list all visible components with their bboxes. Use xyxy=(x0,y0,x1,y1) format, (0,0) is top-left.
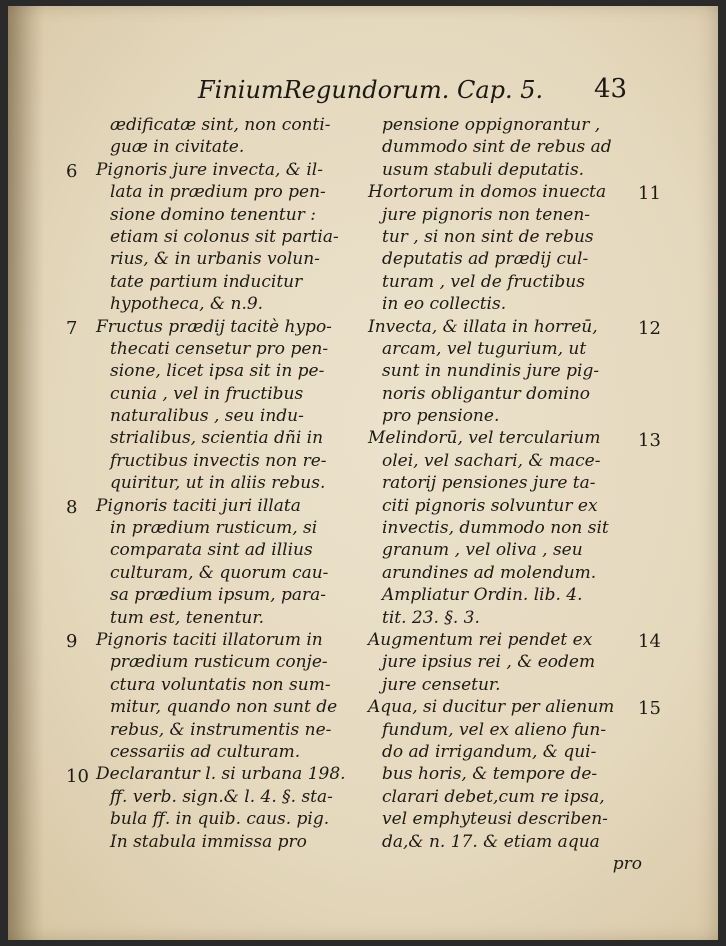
text-line: naturalibus , seu indu- xyxy=(110,406,304,427)
text-line: da,& n. 17. & etiam aqua xyxy=(382,831,600,852)
entry-first-line: Invecta, & illata in horreū, xyxy=(368,316,598,337)
text-line: jure ipsius rei , & eodem xyxy=(382,652,596,673)
text-line: bula ff. in quib. caus. pig. xyxy=(110,809,330,830)
text-line: fructibus invectis non re- xyxy=(110,450,327,471)
text-line: pro pensione. xyxy=(382,406,500,427)
entry-number: 7 xyxy=(66,317,78,339)
entry-number: 13 xyxy=(638,429,661,451)
page-header xyxy=(8,72,718,112)
text-line: Ampliatur Ordin. lib. 4. xyxy=(382,585,583,606)
text-line: tum est, tenentur. xyxy=(110,607,265,628)
entry-first-line: Pignoris taciti juri illata xyxy=(96,495,301,516)
entry-first-line: Hortorum in domos inuecta xyxy=(368,182,607,203)
text-line: etiam si colonus sit partia- xyxy=(110,226,339,247)
text-line: sa prædium ipsum, para- xyxy=(110,585,326,606)
entry-first-line: Melindorū, vel tercularium xyxy=(368,428,601,449)
text-line: usum stabuli deputatis. xyxy=(382,159,585,180)
entry-number: 14 xyxy=(638,631,661,653)
text-line: noris obligantur domino xyxy=(382,383,591,404)
page-gutter-shadow xyxy=(8,6,44,940)
text-line: tur , si non sint de rebus xyxy=(382,226,594,247)
text-line: prædium rusticum conje- xyxy=(110,652,328,673)
text-line: sione domino tenentur : xyxy=(110,204,316,225)
text-line: rebus, & instrumentis ne- xyxy=(110,719,332,740)
text-line: sione, licet ipsa sit in pe- xyxy=(110,361,325,382)
text-line: citi pignoris solvuntur ex xyxy=(382,495,598,516)
running-title: FiniumRegundorum. Cap. 5. xyxy=(198,76,544,104)
entry-number: 12 xyxy=(638,317,661,339)
catchword: pro xyxy=(612,853,642,874)
text-line: jure censetur. xyxy=(382,674,501,695)
entry-number: 9 xyxy=(66,631,78,653)
text-line: ædificatæ sint, non conti- xyxy=(110,115,331,135)
entry-first-line: Fructus prædij tacitè hypo- xyxy=(96,316,332,337)
text-line: olei, vel sachari, & mace- xyxy=(382,450,601,471)
text-line: tit. 23. §. 3. xyxy=(382,607,480,628)
text-line: do ad irrigandum, & qui- xyxy=(382,741,597,762)
entry-number: 6 xyxy=(66,160,78,182)
entry-first-line: Pignoris jure invecta, & il- xyxy=(96,159,323,180)
text-line: quiritur, ut in aliis rebus. xyxy=(110,473,326,494)
right-column xyxy=(368,114,642,875)
text-line: hypotheca, & n.9. xyxy=(110,294,264,315)
text-line: tate partium inducitur xyxy=(110,271,303,292)
text-line: jure pignoris non tenen- xyxy=(382,204,591,225)
text-line: sunt in nundinis jure pig- xyxy=(382,361,600,382)
text-line: pensione oppignorantur , xyxy=(382,115,601,135)
text-line: dummodo sint de rebus ad xyxy=(382,137,612,158)
entry-number: 15 xyxy=(638,698,661,720)
text-line: cessariis ad culturam. xyxy=(110,741,301,762)
text-line: arcam, vel tugurium, ut xyxy=(382,338,587,359)
text-line: lata in prædium pro pen- xyxy=(110,182,326,203)
text-line: ctura voluntatis non sum- xyxy=(110,674,331,695)
text-line: In stabula immissa pro xyxy=(110,831,307,852)
text-line: arundines ad molendum. xyxy=(382,562,597,583)
text-line: mitur, quando non sunt de xyxy=(110,697,338,718)
text-line: cunia , vel in fructibus xyxy=(110,383,304,404)
text-line: deputatis ad prædij cul- xyxy=(382,249,589,270)
text-line: turam , vel de fructibus xyxy=(382,271,585,292)
text-line: comparata sint ad illius xyxy=(110,540,313,561)
text-line: in prædium rusticum, si xyxy=(110,518,318,539)
entry-number: 10 xyxy=(66,765,89,787)
text-line: strialibus, scientia dñi in xyxy=(110,428,324,449)
left-column xyxy=(96,114,376,853)
text-line: in eo collectis. xyxy=(382,294,507,315)
text-line: bus horis, & tempore de- xyxy=(382,764,598,785)
page-number: 43 xyxy=(594,74,628,104)
entry-first-line: Pignoris taciti illatorum in xyxy=(96,629,323,650)
text-line: ratorij pensiones jure ta- xyxy=(382,473,596,494)
book-page xyxy=(8,6,718,940)
text-line: clarari debet,cum re ipsa, xyxy=(382,786,605,807)
text-line: culturam, & quorum cau- xyxy=(110,562,329,583)
text-line: ff. verb. sign.& l. 4. §. sta- xyxy=(110,786,333,807)
entry-number: 8 xyxy=(66,496,78,518)
text-line: rius, & in urbanis volun- xyxy=(110,249,320,270)
entry-number: 11 xyxy=(638,183,661,205)
text-line: vel emphyteusi describen- xyxy=(382,809,608,830)
text-line: fundum, vel ex alieno fun- xyxy=(382,719,607,740)
text-line: thecati censetur pro pen- xyxy=(110,338,329,359)
text-line: guæ in civitate. xyxy=(110,137,245,158)
text-line: invectis, dummodo non sit xyxy=(382,518,609,539)
entry-first-line: Augmentum rei pendet ex xyxy=(368,629,593,650)
entry-first-line: Aqua, si ducitur per alienum xyxy=(368,697,615,718)
entry-first-line: Declarantur l. si urbana 198. xyxy=(96,764,346,785)
text-line: granum , vel oliva , seu xyxy=(382,540,583,561)
